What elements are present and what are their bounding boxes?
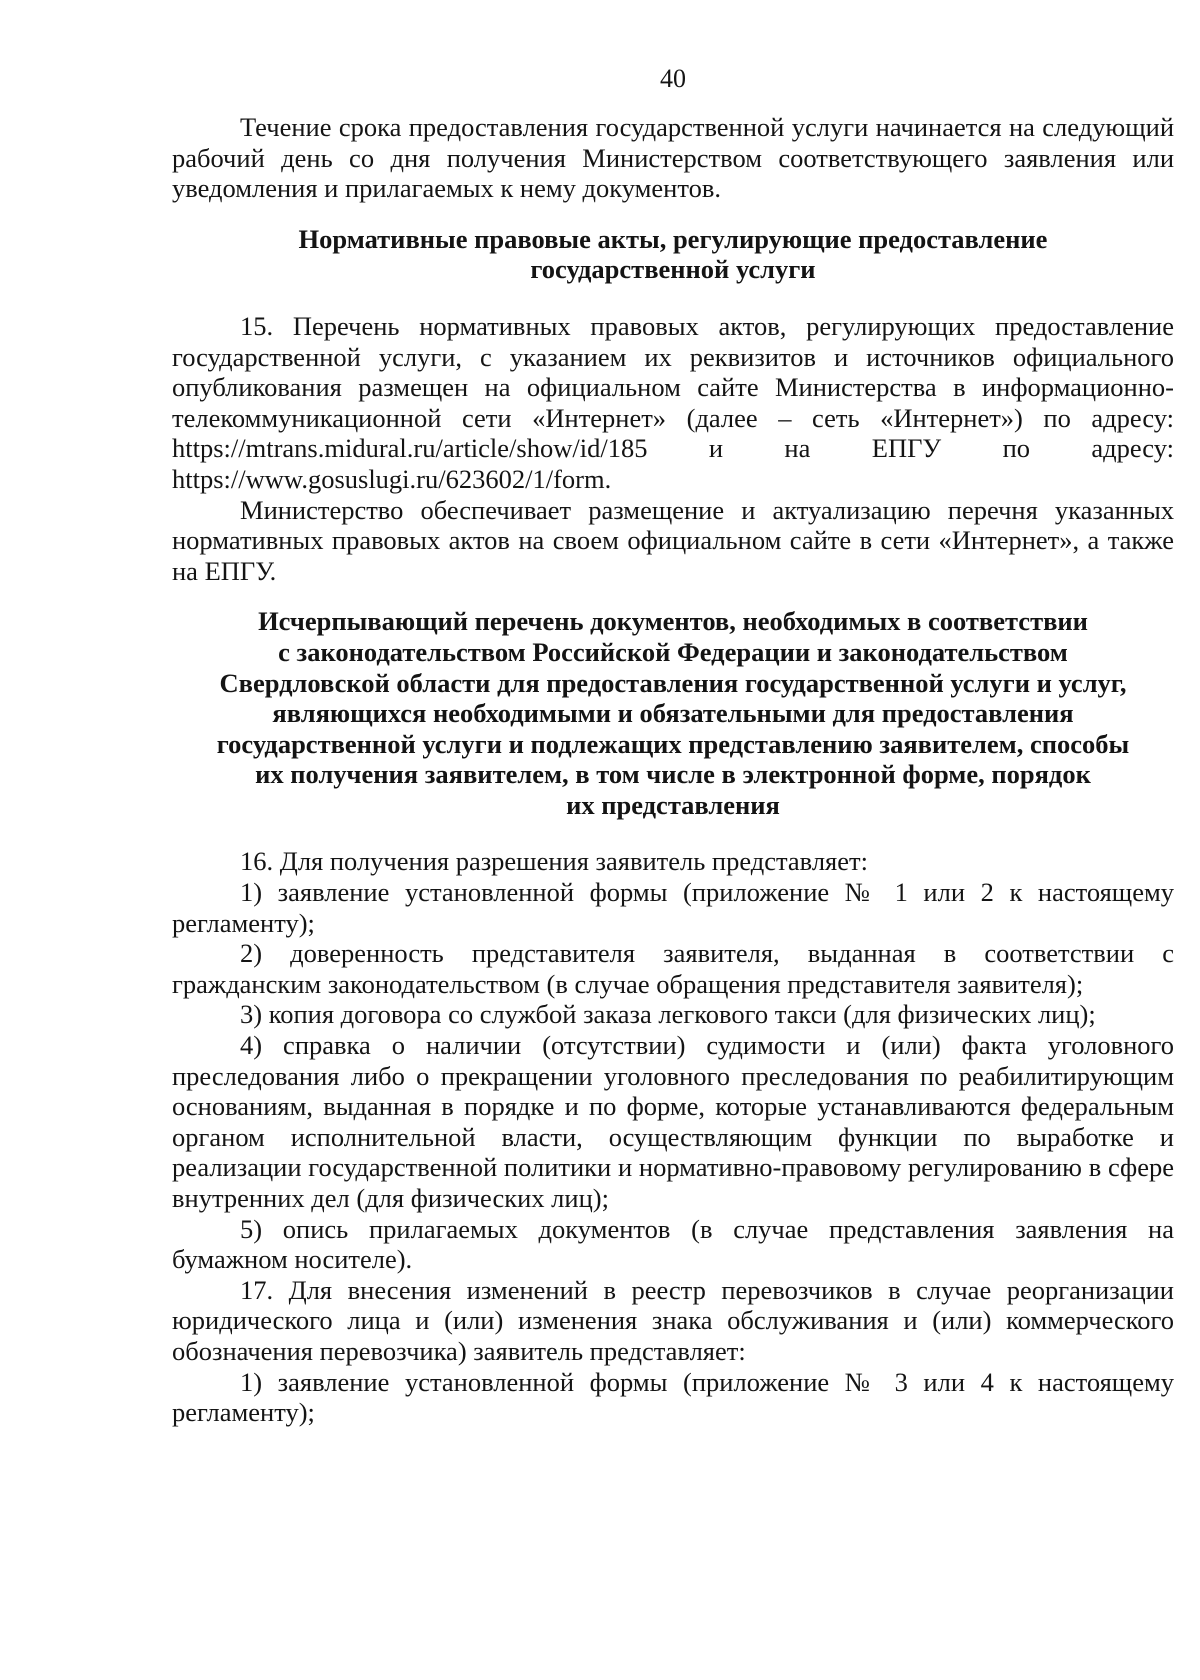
heading-normative-acts (172, 224, 1174, 285)
list-item: 4) справка о наличии (отсутствии) судимости и (или) факта уголовного преследования либо о прекращении уголовного преследования по реабилитирующим основаниям, выданная в порядке и по форме, которые устанавливаются федеральным органом исполнительной власти, осуществляющим функции по выработке и реализации государственной политики и нормативно-правовому регулированию в сфере внутренних дел (для физических лиц); (172, 1030, 1174, 1213)
document-page (172, 64, 1174, 1428)
paragraph-17-intro: 17. Для внесения изменений в реестр перевозчиков в случае реорганизации юридического лица и (или) изменения знака обслуживания и (или) коммерческого обозначения перевозчика) заявитель представляет: (172, 1274, 1174, 1366)
heading-line: их получения заявителем, в том числе в электронной форме, порядок (255, 759, 1091, 790)
heading-line: их представления (566, 789, 780, 820)
heading-line: Исчерпывающий перечень документов, необходимых в соответствии (258, 606, 1088, 637)
paragraph-ministry-publication: Министерство обеспечивает размещение и актуализацию перечня указанных нормативных правовых актов на своем официальном сайте в сети «Интернет», а также на ЕПГУ. (172, 494, 1174, 586)
heading-line: Свердловской области для предоставления государственной услуги и услуг, (219, 667, 1127, 698)
list-item: 1) заявление установленной формы (приложение № 3 или 4 к настоящему регламенту); (172, 1366, 1174, 1428)
paragraph-service-term: Течение срока предоставления государственной услуги начинается на следующий рабочий день со дня получения Министерством соответствующего заявления или уведомления и прилагаемых к нему документов. (172, 112, 1174, 204)
page-number: 40 (660, 64, 686, 93)
heading-line: государственной услуги (530, 254, 816, 285)
heading-line: Нормативные правовые акты, регулирующие предоставление (298, 223, 1048, 254)
paragraph-16-intro: 16. Для получения разрешения заявитель представляет: (240, 846, 868, 877)
list-item: 2) доверенность представителя заявителя, выданная в соответствии с гражданским законодательством (в случае обращения представителя заявителя); (172, 938, 1174, 999)
heading-documents-list (172, 606, 1174, 820)
list-item: 5) опись прилагаемых документов (в случае представления заявления на бумажном носителе). (172, 1213, 1174, 1275)
list-item: 1) заявление установленной формы (приложение № 1 или 2 к настоящему регламенту); (172, 877, 1174, 938)
heading-line: государственной услуги и подлежащих представлению заявителем, способы (216, 728, 1130, 759)
list-item: 3) копия договора со службой заказа легкового такси (для физических лиц); (240, 999, 1096, 1030)
heading-line: с законодательством Российской Федерации и законодательством (278, 636, 1068, 667)
heading-line: являющихся необходимыми и обязательными для предоставления (272, 698, 1074, 729)
paragraph-15: 15. Перечень нормативных правовых актов, регулирующих предоставление государственной услуги, с указанием их реквизитов и источников официального опубликования размещен на официальном сайте Министерства в информационно-телекоммуникационной сети «Интернет» (далее – сеть «Интернет») по адресу: https://mtrans.midural.ru/article/show/id/185 и на ЕПГУ по адресу: https://www.gosuslugi.ru/623602/1/form. (172, 310, 1174, 494)
